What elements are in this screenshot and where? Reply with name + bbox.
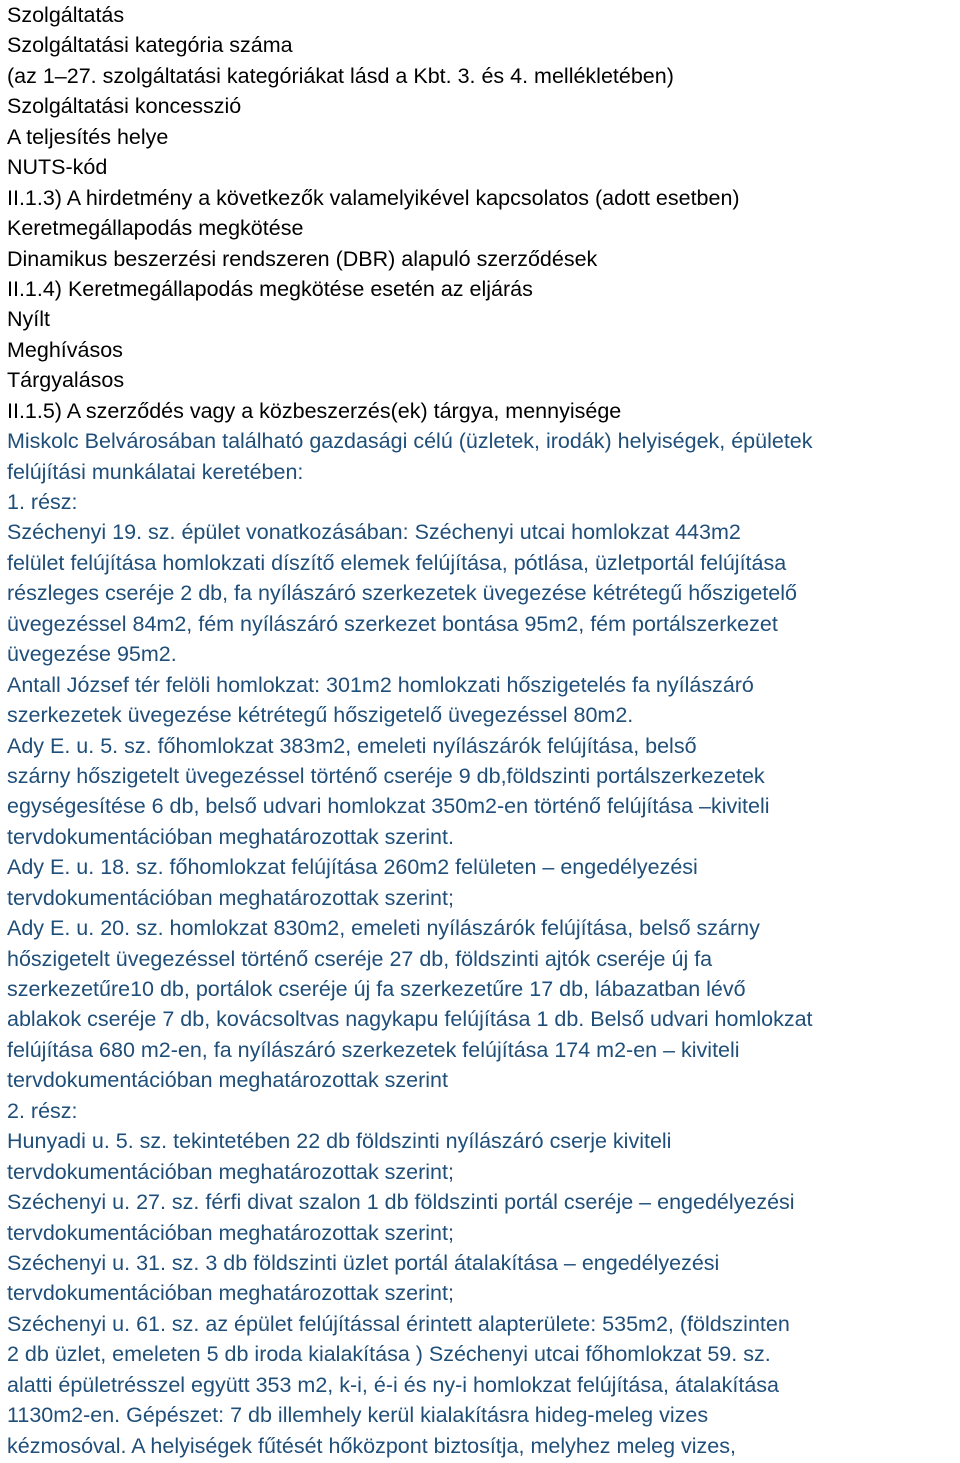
description-line: tervdokumentációban meghatározottak szerint;	[7, 1159, 454, 1184]
description-line: 2 db üzlet, emeleten 5 db iroda kialakítása ) Széchenyi utcai főhomlokzat 59. sz.	[7, 1342, 771, 1367]
description-line: felújítása 680 m2-en, fa nyílászáró szerkezetek felújítása 174 m2-en – kiviteli	[7, 1037, 740, 1062]
description-line: kézmosóval. A helyiségek fűtését hőközpont biztosítja, melyhez meleg vizes,	[7, 1433, 736, 1458]
description-line: Széchenyi u. 61. sz. az épület felújítással érintett alapterülete: 535m2, (földszinten	[7, 1311, 790, 1336]
description-line: üvegezéssel 84m2, fém nyílászáró szerkezet bontása 95m2, fém portálszerkezet	[7, 611, 778, 636]
field-label-category-number: Szolgáltatási kategória száma	[7, 33, 293, 58]
description-line: Széchenyi 19. sz. épület vonatkozásában: Széchenyi utcai homlokzat 443m2	[7, 520, 741, 545]
description-line: Ady E. u. 5. sz. főhomlokzat 383m2, emeleti nyílászárók felújítása, belső	[7, 733, 697, 758]
description-line: Antall József tér felöli homlokzat: 301m2 homlokzati hőszigetelés fa nyílászáró	[7, 672, 754, 697]
description-line: Hunyadi u. 5. sz. tekintetében 22 db földszinti nyílászáró cserje kiviteli	[7, 1129, 672, 1154]
option-framework-agreement: Keretmegállapodás megkötése	[7, 216, 304, 241]
section-heading-ii-1-4: II.1.4) Keretmegállapodás megkötése esetén az eljárás	[7, 276, 533, 301]
option-restricted: Meghívásos	[7, 337, 123, 362]
field-note-category-range: (az 1–27. szolgáltatási kategóriákat lásd a Kbt. 3. és 4. mellékletében)	[7, 63, 674, 88]
description-line: üvegezése 95m2.	[7, 642, 177, 667]
section-heading-ii-1-3: II.1.3) A hirdetmény a következők valamelyikével kapcsolatos (adott esetben)	[7, 185, 740, 210]
option-negotiated: Tárgyalásos	[7, 368, 125, 393]
description-line: 1130m2-en. Gépészet: 7 db illemhely kerül kialakításra hideg-meleg vizes	[7, 1403, 709, 1428]
description-line: tervdokumentációban meghatározottak szerint;	[7, 1220, 454, 1245]
description-line: tervdokumentációban meghatározottak szerint;	[7, 1281, 454, 1306]
description-line: ablakok cseréje 7 db, kovácsoltvas nagykapu felújítása 1 db. Belső udvari homlokzat	[7, 1007, 813, 1032]
description-line: Széchenyi u. 31. sz. 3 db földszinti üzlet portál átalakítása – engedélyezési	[7, 1250, 720, 1275]
document-page	[7, 0, 957, 1461]
description-line: tervdokumentációban meghatározottak szerint	[7, 1068, 448, 1093]
description-line: Ady E. u. 20. sz. homlokzat 830m2, emeleti nyílászárók felújítása, belső szárny	[7, 916, 760, 941]
section-heading-ii-1-5: II.1.5) A szerződés vagy a közbeszerzés(ek) tárgya, mennyisége	[7, 398, 622, 423]
field-label-place-of-performance: A teljesítés helye	[7, 124, 169, 149]
description-line: Ady E. u. 18. sz. főhomlokzat felújítása 260m2 felületen – engedélyezési	[7, 855, 698, 880]
description-line: Miskolc Belvárosában található gazdasági célú (üzletek, irodák) helyiségek, épületek	[7, 429, 813, 454]
description-line: szerkezetek üvegezése kétrétegű hőszigetelő üvegezéssel 80m2.	[7, 703, 634, 728]
description-line: részleges cseréje 2 db, fa nyílászáró szerkezetek üvegezése kétrétegű hőszigetelő	[7, 581, 797, 606]
description-line: tervdokumentációban meghatározottak szerint.	[7, 824, 454, 849]
description-line: egységesítése 6 db, belső udvari homlokzat 350m2-en történő felújítása –kiviteli	[7, 794, 770, 819]
field-label-nuts-code: NUTS-kód	[7, 155, 108, 180]
option-open: Nyílt	[7, 307, 50, 332]
description-line: szerkezetűre10 db, portálok cseréje új fa szerkezetűre 17 db, lábazatban lévő	[7, 977, 746, 1001]
part-1-heading: 1. rész:	[7, 490, 78, 514]
description-line: felújítási munkálatai keretében:	[7, 459, 304, 484]
description-line: alatti épületrésszel együtt 353 m2, k-i, é-i és ny-i homlokzat felújítása, átalakítása	[7, 1372, 779, 1397]
section-label-szolgaltatas: Szolgáltatás	[7, 3, 125, 27]
option-service-concession: Szolgáltatási koncesszió	[7, 94, 242, 119]
option-dynamic-purchasing-system: Dinamikus beszerzési rendszeren (DBR) alapuló szerződések	[7, 246, 598, 271]
description-line: szárny hőszigetelt üvegezéssel történő cseréje 9 db,földszinti portálszerkezetek	[7, 763, 765, 788]
description-line: tervdokumentációban meghatározottak szerint;	[7, 885, 454, 910]
description-line: felület felújítása homlokzati díszítő elemek felújítása, pótlása, üzletportál felújítása	[7, 550, 787, 575]
description-line: hőszigetelt üvegezéssel történő cseréje 27 db, földszinti ajtók cseréje új fa	[7, 946, 713, 971]
description-line: Széchenyi u. 27. sz. férfi divat szalon 1 db földszinti portál cseréje – engedélyezési	[7, 1190, 795, 1215]
part-2-heading: 2. rész:	[7, 1098, 78, 1123]
